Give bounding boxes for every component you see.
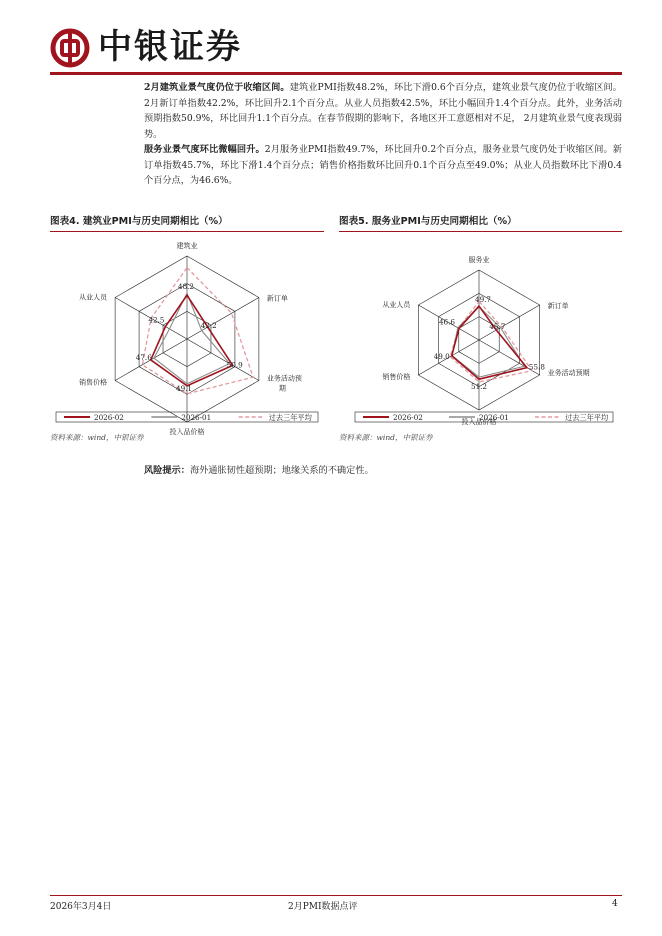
footer-title: 2月PMI数据点评 bbox=[288, 902, 358, 912]
data-label: 42.5 bbox=[148, 315, 165, 325]
axis-label: 期 bbox=[278, 384, 286, 393]
data-label: 50.9 bbox=[226, 360, 243, 370]
construction-radar-chart bbox=[50, 232, 324, 436]
paragraph-services bbox=[144, 142, 622, 189]
axis-label: 新订单 bbox=[266, 294, 288, 303]
axis-label: 从业人员 bbox=[79, 293, 108, 302]
data-label: 49.1 bbox=[176, 383, 193, 393]
axis-label: 新订单 bbox=[547, 302, 569, 310]
figure-services-pmi bbox=[339, 213, 622, 430]
data-label: 45.7 bbox=[489, 322, 506, 332]
axis-label: 服务业 bbox=[468, 256, 490, 264]
figure-title: 图表4. 建筑业PMI与历史同期相比（%） bbox=[50, 213, 324, 232]
axis-label: 投入品价格 bbox=[169, 428, 205, 436]
figure-source: 资料来源：wind，中银证券 bbox=[339, 433, 433, 442]
data-label: 51.2 bbox=[471, 382, 488, 392]
figure-source: 资料来源：wind，中银证券 bbox=[50, 433, 144, 442]
footer-date: 2026年3月4日 bbox=[50, 902, 112, 912]
paragraph-lead: 2月建筑业景气度仍位于收缩区间。 bbox=[144, 82, 290, 93]
data-label: 55.8 bbox=[528, 362, 545, 372]
legend-entry: 2026-02 bbox=[393, 413, 423, 422]
bank-of-china-logo-icon bbox=[50, 28, 90, 68]
data-label: 46.6 bbox=[438, 317, 456, 327]
risk-warning bbox=[144, 462, 374, 476]
legend-entry: 过去三年平均 bbox=[268, 413, 312, 422]
footer-page-number: 4 bbox=[612, 899, 618, 909]
paragraph-lead: 服务业景气度环比微幅回升。 bbox=[144, 144, 265, 155]
radar-series-three-year-avg bbox=[142, 268, 253, 394]
axis-label: 投入品价格 bbox=[461, 418, 497, 426]
axis-label: 从业人员 bbox=[382, 301, 411, 309]
legend-entry: 2026-01 bbox=[181, 413, 212, 422]
paragraph-construction bbox=[144, 80, 622, 142]
services-radar-chart bbox=[339, 232, 622, 430]
radar-spoke bbox=[187, 339, 259, 381]
page-header bbox=[50, 22, 622, 74]
paragraph-body: 建筑业PMI指数48.2%，环比下滑0.6个百分点，建筑业景气度仍位于收缩区间。2月新订单指数42.2%，环比回升2.1个百分点。从业人员指数42.5%，环比小幅回升1.4个百分点。此外，业务活动预期指数50.9%，环比回升1.1个百分点。在春节假期的影响下，各地区开工意愿相对不足， 2月建筑业景气度表现弱势。 bbox=[144, 82, 622, 140]
data-label: 49.0 bbox=[433, 351, 450, 361]
legend-entry: 过去三年平均 bbox=[565, 413, 609, 422]
radar-spoke bbox=[187, 298, 259, 340]
radar-spoke bbox=[479, 305, 540, 340]
paragraph-body: 2月服务业PMI指数49.7%，环比回升0.2个百分点，服务业景气度仍处于收缩区间。新订单指数45.7%，环比下滑1.4个百分点；销售价格指数环比回升0.1个百分点至49.0%；从业人员指数环比下滑0.4个百分点，为46.6%。 bbox=[144, 144, 622, 186]
data-label: 49.7 bbox=[475, 295, 492, 305]
header-rule bbox=[50, 72, 622, 75]
figure-title: 图表5. 服务业PMI与历史同期相比（%） bbox=[339, 213, 622, 232]
data-label: 48.2 bbox=[178, 282, 195, 292]
risk-body: 海外通胀韧性超预期；地缘关系的不确定性。 bbox=[189, 465, 374, 476]
legend-entry: 2026-02 bbox=[94, 413, 124, 422]
axis-label: 销售价格 bbox=[79, 378, 108, 387]
axis-label: 业务活动预 bbox=[266, 374, 302, 383]
legend-entry: 2026-01 bbox=[479, 413, 509, 422]
logo-text: 中银证券 bbox=[98, 27, 242, 67]
data-label: 47.6 bbox=[135, 352, 152, 362]
data-label: 42.2 bbox=[200, 321, 217, 331]
axis-label: 建筑业 bbox=[176, 242, 198, 250]
risk-lead: 风险提示： bbox=[144, 465, 190, 476]
axis-label: 业务活动预期 bbox=[547, 369, 590, 377]
footer-rule bbox=[50, 895, 622, 896]
figure-construction-pmi bbox=[50, 213, 324, 436]
axis-label: 销售价格 bbox=[382, 373, 411, 381]
